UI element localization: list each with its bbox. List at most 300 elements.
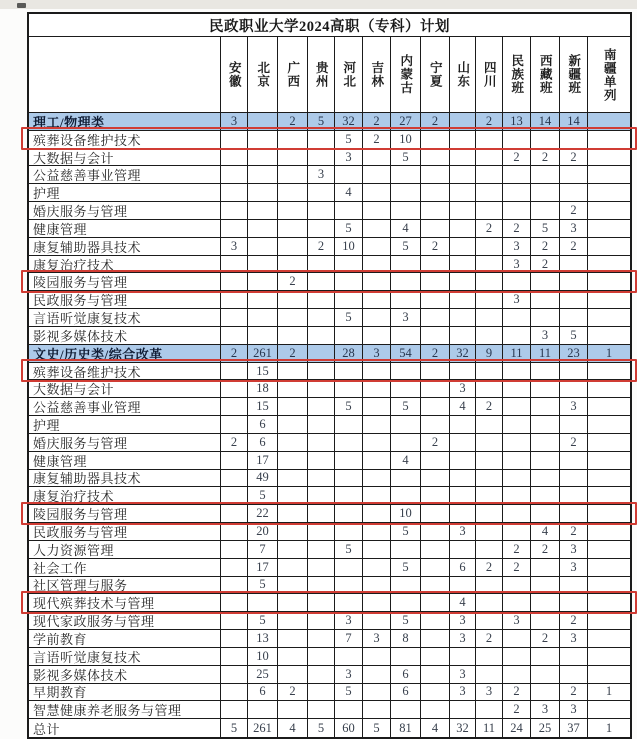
value-cell: 2 bbox=[560, 434, 588, 451]
value-cell bbox=[335, 273, 363, 290]
value-cell bbox=[248, 184, 278, 201]
value-cell: 3 bbox=[560, 541, 588, 558]
value-cell bbox=[531, 131, 560, 148]
value-cell bbox=[476, 184, 503, 201]
value-cell bbox=[560, 505, 588, 522]
value-cell: 60 bbox=[335, 719, 363, 737]
value-cell: 4 bbox=[531, 523, 560, 540]
value-cell bbox=[221, 398, 248, 415]
value-cell bbox=[588, 363, 630, 380]
value-cell: 2 bbox=[476, 398, 503, 415]
value-cell: 5 bbox=[391, 612, 421, 629]
value-cell bbox=[221, 363, 248, 380]
value-cell bbox=[391, 273, 421, 290]
value-cell bbox=[363, 577, 391, 594]
value-cell bbox=[363, 398, 391, 415]
value-cell: 2 bbox=[531, 541, 560, 558]
value-cell bbox=[363, 612, 391, 629]
value-cell bbox=[476, 594, 503, 611]
value-cell bbox=[560, 380, 588, 397]
value-cell: 6 bbox=[248, 416, 278, 433]
row-label: 健康管理 bbox=[29, 220, 221, 237]
value-cell bbox=[503, 166, 531, 183]
value-cell bbox=[421, 273, 450, 290]
value-cell bbox=[476, 131, 503, 148]
value-cell bbox=[308, 149, 335, 166]
value-cell bbox=[588, 113, 630, 130]
value-cell bbox=[476, 666, 503, 683]
column-header: 内蒙古 bbox=[391, 37, 421, 112]
value-cell: 3 bbox=[450, 523, 476, 540]
value-cell: 3 bbox=[503, 612, 531, 629]
value-cell bbox=[308, 523, 335, 540]
value-cell: 4 bbox=[391, 220, 421, 237]
row-label: 殡葬设备维护技术 bbox=[29, 363, 221, 380]
value-cell bbox=[450, 701, 476, 718]
value-cell: 14 bbox=[531, 113, 560, 130]
value-cell bbox=[476, 327, 503, 344]
table-row bbox=[29, 273, 630, 291]
value-cell bbox=[248, 309, 278, 326]
value-cell: 5 bbox=[363, 719, 391, 737]
value-cell bbox=[248, 113, 278, 130]
value-cell bbox=[476, 273, 503, 290]
value-cell bbox=[391, 487, 421, 504]
value-cell bbox=[335, 452, 363, 469]
value-cell: 10 bbox=[248, 648, 278, 665]
value-cell bbox=[450, 113, 476, 130]
value-cell: 54 bbox=[391, 345, 421, 362]
value-cell: 261 bbox=[248, 719, 278, 737]
value-cell bbox=[363, 327, 391, 344]
value-cell bbox=[531, 434, 560, 451]
total-row bbox=[29, 719, 630, 737]
value-cell bbox=[308, 452, 335, 469]
value-cell bbox=[450, 416, 476, 433]
value-cell: 10 bbox=[391, 505, 421, 522]
value-cell: 3 bbox=[503, 291, 531, 308]
value-cell: 261 bbox=[248, 345, 278, 362]
row-label: 大数据与会计 bbox=[29, 149, 221, 166]
value-cell bbox=[221, 612, 248, 629]
value-cell bbox=[335, 256, 363, 273]
value-cell bbox=[503, 363, 531, 380]
value-cell: 6 bbox=[391, 666, 421, 683]
value-cell: 2 bbox=[531, 149, 560, 166]
value-cell bbox=[308, 256, 335, 273]
value-cell bbox=[278, 612, 308, 629]
value-cell bbox=[421, 291, 450, 308]
value-cell bbox=[421, 559, 450, 576]
value-cell bbox=[308, 363, 335, 380]
value-cell bbox=[588, 630, 630, 647]
row-label: 智慧健康养老服务与管理 bbox=[29, 701, 221, 718]
value-cell bbox=[421, 452, 450, 469]
value-cell bbox=[278, 202, 308, 219]
value-cell: 2 bbox=[560, 612, 588, 629]
value-cell bbox=[503, 505, 531, 522]
value-cell bbox=[476, 470, 503, 487]
row-label: 人力资源管理 bbox=[29, 541, 221, 558]
value-cell bbox=[588, 648, 630, 665]
value-cell: 5 bbox=[335, 220, 363, 237]
value-cell: 5 bbox=[391, 398, 421, 415]
value-cell: 1 bbox=[605, 345, 613, 360]
row-label: 殡葬设备维护技术 bbox=[29, 131, 221, 148]
value-cell bbox=[278, 487, 308, 504]
value-cell bbox=[248, 131, 278, 148]
value-cell: 5 bbox=[221, 719, 248, 737]
value-cell bbox=[391, 470, 421, 487]
value-cell bbox=[503, 470, 531, 487]
value-cell bbox=[421, 648, 450, 665]
value-cell bbox=[421, 594, 450, 611]
table-row bbox=[29, 434, 630, 452]
value-cell bbox=[588, 505, 630, 522]
value-cell bbox=[531, 648, 560, 665]
value-cell: 3 bbox=[450, 612, 476, 629]
value-cell bbox=[278, 594, 308, 611]
table-row bbox=[29, 701, 630, 719]
section-row bbox=[29, 113, 630, 131]
value-cell bbox=[421, 363, 450, 380]
value-cell bbox=[221, 309, 248, 326]
value-cell: 22 bbox=[248, 505, 278, 522]
table-row bbox=[29, 594, 630, 612]
value-cell bbox=[308, 398, 335, 415]
value-cell bbox=[363, 487, 391, 504]
column-header: 新疆班 bbox=[560, 37, 588, 112]
value-cell bbox=[421, 309, 450, 326]
value-cell bbox=[588, 434, 630, 451]
value-cell: 49 bbox=[248, 470, 278, 487]
value-cell bbox=[221, 220, 248, 237]
value-cell: 24 bbox=[503, 719, 531, 737]
value-cell: 2 bbox=[363, 131, 391, 148]
value-cell bbox=[221, 184, 248, 201]
value-cell bbox=[588, 612, 630, 629]
value-cell: 11 bbox=[503, 345, 531, 362]
table-row bbox=[29, 559, 630, 577]
value-cell: 2 bbox=[560, 238, 588, 255]
table-row bbox=[29, 327, 630, 345]
value-cell bbox=[421, 149, 450, 166]
value-cell bbox=[221, 487, 248, 504]
value-cell bbox=[278, 630, 308, 647]
value-cell: 3 bbox=[308, 166, 335, 183]
value-cell: 4 bbox=[450, 398, 476, 415]
value-cell bbox=[503, 309, 531, 326]
value-cell bbox=[363, 470, 391, 487]
table-row bbox=[29, 416, 630, 434]
value-cell: 5 bbox=[391, 523, 421, 540]
value-cell bbox=[421, 416, 450, 433]
value-cell bbox=[248, 701, 278, 718]
value-cell bbox=[335, 202, 363, 219]
value-cell bbox=[588, 487, 630, 504]
value-cell bbox=[503, 487, 531, 504]
value-cell bbox=[391, 166, 421, 183]
column-header: 南疆单列 bbox=[602, 47, 617, 102]
value-cell bbox=[391, 701, 421, 718]
value-cell bbox=[335, 327, 363, 344]
value-cell: 2 bbox=[531, 238, 560, 255]
table-row bbox=[29, 184, 630, 202]
value-cell bbox=[450, 238, 476, 255]
value-cell bbox=[476, 416, 503, 433]
value-cell bbox=[588, 309, 630, 326]
value-cell bbox=[450, 256, 476, 273]
value-cell bbox=[588, 452, 630, 469]
value-cell: 3 bbox=[221, 113, 248, 130]
table-row bbox=[29, 220, 630, 238]
value-cell: 8 bbox=[391, 630, 421, 647]
value-cell bbox=[221, 131, 248, 148]
value-cell bbox=[421, 487, 450, 504]
value-cell bbox=[221, 452, 248, 469]
row-label: 婚庆服务与管理 bbox=[29, 202, 221, 219]
value-cell: 3 bbox=[335, 666, 363, 683]
value-cell bbox=[363, 220, 391, 237]
value-cell: 11 bbox=[476, 719, 503, 737]
value-cell bbox=[560, 291, 588, 308]
value-cell: 81 bbox=[391, 719, 421, 737]
value-cell: 5 bbox=[248, 577, 278, 594]
value-cell bbox=[308, 701, 335, 718]
value-cell: 3 bbox=[335, 612, 363, 629]
row-label: 康复辅助器具技术 bbox=[29, 470, 221, 487]
value-cell bbox=[450, 202, 476, 219]
value-cell bbox=[588, 220, 630, 237]
value-cell bbox=[221, 594, 248, 611]
value-cell: 27 bbox=[391, 113, 421, 130]
value-cell bbox=[308, 541, 335, 558]
value-cell: 32 bbox=[450, 345, 476, 362]
value-cell bbox=[560, 648, 588, 665]
value-cell bbox=[221, 577, 248, 594]
value-cell bbox=[221, 416, 248, 433]
value-cell bbox=[560, 594, 588, 611]
value-cell bbox=[588, 380, 630, 397]
value-cell bbox=[308, 327, 335, 344]
value-cell bbox=[503, 184, 531, 201]
value-cell: 2 bbox=[421, 345, 450, 362]
table-row bbox=[29, 666, 630, 684]
value-cell: 3 bbox=[531, 701, 560, 718]
value-cell bbox=[221, 327, 248, 344]
value-cell bbox=[476, 523, 503, 540]
value-cell bbox=[221, 149, 248, 166]
value-cell bbox=[531, 470, 560, 487]
value-cell bbox=[421, 166, 450, 183]
value-cell bbox=[335, 594, 363, 611]
value-cell: 2 bbox=[278, 345, 308, 362]
value-cell: 2 bbox=[476, 113, 503, 130]
value-cell bbox=[476, 612, 503, 629]
value-cell bbox=[278, 505, 308, 522]
value-cell bbox=[531, 398, 560, 415]
value-cell bbox=[278, 149, 308, 166]
value-cell bbox=[560, 416, 588, 433]
value-cell bbox=[221, 166, 248, 183]
value-cell bbox=[335, 523, 363, 540]
value-cell bbox=[531, 594, 560, 611]
value-cell bbox=[278, 666, 308, 683]
value-cell bbox=[221, 630, 248, 647]
value-cell bbox=[531, 380, 560, 397]
value-cell: 25 bbox=[248, 666, 278, 683]
value-cell bbox=[248, 273, 278, 290]
row-label: 民政服务与管理 bbox=[29, 523, 221, 540]
value-cell bbox=[531, 577, 560, 594]
value-cell bbox=[421, 701, 450, 718]
value-cell: 37 bbox=[560, 719, 588, 737]
value-cell bbox=[308, 470, 335, 487]
value-cell bbox=[278, 701, 308, 718]
value-cell: 2 bbox=[476, 630, 503, 647]
value-cell bbox=[391, 291, 421, 308]
value-cell bbox=[278, 541, 308, 558]
value-cell bbox=[308, 291, 335, 308]
table-row bbox=[29, 238, 630, 256]
value-cell bbox=[450, 131, 476, 148]
value-cell bbox=[278, 380, 308, 397]
value-cell bbox=[560, 184, 588, 201]
value-cell bbox=[476, 434, 503, 451]
value-cell bbox=[503, 452, 531, 469]
value-cell bbox=[308, 345, 335, 362]
row-label: 康复辅助器具技术 bbox=[29, 238, 221, 255]
value-cell: 3 bbox=[450, 380, 476, 397]
table-row bbox=[29, 684, 630, 702]
row-label: 现代殡葬技术与管理 bbox=[29, 594, 221, 611]
value-cell bbox=[221, 701, 248, 718]
value-cell bbox=[560, 577, 588, 594]
value-cell: 3 bbox=[450, 630, 476, 647]
value-cell bbox=[421, 577, 450, 594]
table-row bbox=[29, 630, 630, 648]
value-cell bbox=[588, 202, 630, 219]
value-cell bbox=[531, 291, 560, 308]
value-cell bbox=[363, 434, 391, 451]
table-title: 民政职业大学2024高职（专科）计划 bbox=[29, 14, 630, 37]
column-header: 贵州 bbox=[308, 37, 335, 112]
table-row bbox=[29, 166, 630, 184]
value-cell: 2 bbox=[560, 149, 588, 166]
table-row bbox=[29, 398, 630, 416]
value-cell: 2 bbox=[421, 434, 450, 451]
value-cell bbox=[450, 166, 476, 183]
value-cell bbox=[560, 487, 588, 504]
value-cell bbox=[476, 363, 503, 380]
value-cell bbox=[503, 577, 531, 594]
value-cell bbox=[421, 202, 450, 219]
value-cell bbox=[476, 648, 503, 665]
value-cell bbox=[588, 149, 630, 166]
value-cell bbox=[391, 416, 421, 433]
value-cell: 5 bbox=[391, 559, 421, 576]
value-cell: 3 bbox=[476, 684, 503, 701]
value-cell: 18 bbox=[248, 380, 278, 397]
value-cell bbox=[363, 363, 391, 380]
value-cell bbox=[476, 577, 503, 594]
value-cell bbox=[450, 220, 476, 237]
value-cell: 6 bbox=[248, 684, 278, 701]
value-cell bbox=[278, 416, 308, 433]
value-cell bbox=[531, 612, 560, 629]
value-cell bbox=[363, 380, 391, 397]
value-cell bbox=[476, 487, 503, 504]
value-cell bbox=[421, 470, 450, 487]
table-row bbox=[29, 612, 630, 630]
value-cell bbox=[503, 666, 531, 683]
value-cell bbox=[588, 559, 630, 576]
value-cell bbox=[248, 166, 278, 183]
value-cell bbox=[335, 470, 363, 487]
value-cell bbox=[450, 149, 476, 166]
value-cell bbox=[503, 398, 531, 415]
column-header: 河北 bbox=[335, 37, 363, 112]
value-cell bbox=[221, 541, 248, 558]
value-cell bbox=[308, 220, 335, 237]
value-cell: 2 bbox=[503, 701, 531, 718]
value-cell bbox=[278, 256, 308, 273]
value-cell: 2 bbox=[503, 149, 531, 166]
value-cell bbox=[308, 666, 335, 683]
value-cell bbox=[391, 202, 421, 219]
value-cell bbox=[363, 666, 391, 683]
value-cell bbox=[421, 612, 450, 629]
value-cell: 3 bbox=[560, 398, 588, 415]
row-label: 公益慈善事业管理 bbox=[29, 398, 221, 415]
row-label: 公益慈善事业管理 bbox=[29, 166, 221, 183]
value-cell bbox=[363, 416, 391, 433]
table-row bbox=[29, 505, 630, 523]
value-cell bbox=[335, 363, 363, 380]
value-cell bbox=[278, 309, 308, 326]
value-cell bbox=[503, 416, 531, 433]
value-cell: 5 bbox=[335, 309, 363, 326]
column-header: 宁夏 bbox=[421, 37, 450, 112]
value-cell bbox=[588, 291, 630, 308]
row-label: 康复治疗技术 bbox=[29, 256, 221, 273]
value-cell bbox=[278, 559, 308, 576]
row-label: 总计 bbox=[29, 719, 221, 737]
value-cell bbox=[308, 594, 335, 611]
value-cell bbox=[421, 380, 450, 397]
row-label: 言语听觉康复技术 bbox=[29, 648, 221, 665]
value-cell bbox=[308, 648, 335, 665]
value-cell bbox=[391, 184, 421, 201]
value-cell: 2 bbox=[278, 684, 308, 701]
value-cell bbox=[531, 684, 560, 701]
value-cell bbox=[221, 256, 248, 273]
value-cell: 2 bbox=[560, 523, 588, 540]
value-cell bbox=[308, 577, 335, 594]
row-label: 文史/历史类/综合改革 bbox=[29, 345, 221, 362]
value-cell bbox=[278, 291, 308, 308]
column-header: 安徽 bbox=[221, 37, 248, 112]
value-cell bbox=[476, 309, 503, 326]
table-row bbox=[29, 380, 630, 398]
value-cell bbox=[476, 701, 503, 718]
value-cell: 5 bbox=[391, 149, 421, 166]
value-cell bbox=[421, 184, 450, 201]
value-cell: 2 bbox=[476, 559, 503, 576]
value-cell bbox=[335, 166, 363, 183]
table-row bbox=[29, 256, 630, 274]
value-cell bbox=[363, 452, 391, 469]
